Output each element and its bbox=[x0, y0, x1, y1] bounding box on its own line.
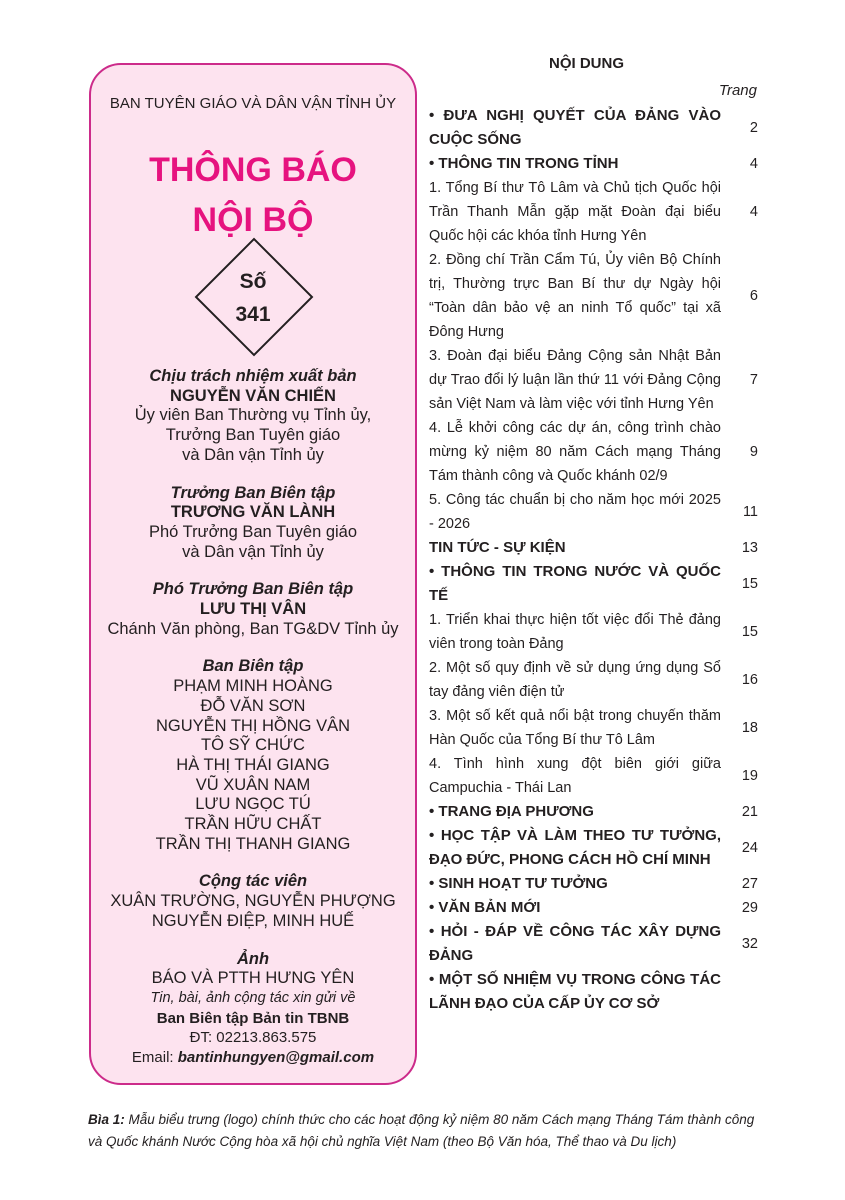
toc-entry bbox=[429, 488, 758, 536]
toc-page-number: 19 bbox=[741, 768, 758, 784]
table-of-contents bbox=[429, 104, 758, 1016]
cover-caption bbox=[88, 1109, 760, 1153]
email-address: bantinhungyen@gmail.com bbox=[177, 1049, 375, 1067]
toc-page-number: 29 bbox=[741, 900, 758, 916]
toc-entry bbox=[429, 560, 758, 608]
editor-in-chief-role: Trưởng Ban Biên tập bbox=[170, 483, 336, 502]
toc-page-number: 4 bbox=[749, 156, 758, 172]
deputy-editor-role: Phó Trưởng Ban Biên tập bbox=[152, 580, 354, 599]
editor-in-chief-name: TRƯƠNG VĂN LÀNH bbox=[170, 503, 336, 522]
toc-article-title: 3. Một số kết quả nổi bật trong chuyến thăm Hàn Quốc của Tổng Bí thư Tô Lâm bbox=[429, 708, 721, 748]
photo-role: Ảnh bbox=[236, 949, 270, 968]
contributors-role: Cộng tác viên bbox=[198, 872, 308, 891]
toc-heading: NỘI DUNG bbox=[549, 55, 624, 72]
toc-article-title: 4. Tình hình xung đột biên giới giữa Campuchia - Thái Lan bbox=[429, 756, 721, 796]
issue-label: Số bbox=[239, 270, 267, 293]
caption-label: Bìa 1: bbox=[88, 1112, 125, 1127]
deputy-editor-title: Chánh Văn phòng, Ban TG&DV Tỉnh ủy bbox=[107, 619, 399, 638]
toc-entry bbox=[429, 176, 758, 248]
toc-article-title: 4. Lễ khởi công các dự án, công trình chào mừng kỷ niệm 80 năm Cách mạng Tháng Tám thành công và Quốc khánh 02/9 bbox=[429, 420, 721, 484]
board-member: PHẠM MINH HOÀNG bbox=[173, 677, 333, 696]
toc-entry bbox=[429, 920, 758, 968]
toc-page-number: 11 bbox=[742, 504, 758, 520]
toc-entry bbox=[429, 104, 758, 152]
deputy-editor-name: LƯU THỊ VÂN bbox=[199, 600, 307, 619]
caption-text: Mẫu biểu trưng (logo) chính thức cho các hoạt động kỷ niệm 80 năm Cách mạng Tháng Tám thành công và Quốc khánh Nước Cộng hòa xã hội chủ nghĩa Việt Nam (theo Bộ Văn hóa, Thể thao và Du lịch) bbox=[88, 1112, 755, 1149]
toc-section-title: TIN TỨC - SỰ KIỆN bbox=[429, 539, 566, 556]
credits-block bbox=[91, 367, 415, 1068]
board-member: TRẦN HỮU CHẤT bbox=[184, 815, 322, 834]
editor-in-chief-title-1: Phó Trưởng Ban Tuyên giáo bbox=[148, 522, 358, 541]
toc-entry bbox=[429, 608, 758, 656]
editor-in-chief-title-2: và Dân vận Tỉnh ủy bbox=[182, 542, 324, 561]
toc-page-number: 27 bbox=[741, 876, 758, 892]
toc-page-number: 7 bbox=[749, 372, 758, 388]
toc-page-number: 32 bbox=[741, 936, 758, 952]
board-member: ĐỖ VĂN SƠN bbox=[200, 696, 306, 715]
toc-section-title: • HỌC TẬP VÀ LÀM THEO TƯ TƯỞNG, ĐẠO ĐỨC, PHONG CÁCH HỒ CHÍ MINH bbox=[429, 827, 721, 868]
toc-entry bbox=[429, 344, 758, 416]
toc-section-title: • THÔNG TIN TRONG TỈNH bbox=[429, 155, 619, 172]
contributors-line-1: XUÂN TRƯỜNG, NGUYỄN PHƯỢNG bbox=[110, 892, 396, 911]
submission-note: Tin, bài, ảnh cộng tác xin gửi về bbox=[150, 989, 356, 1006]
toc-section-title: • THÔNG TIN TRONG NƯỚC VÀ QUỐC TẾ bbox=[429, 563, 721, 604]
toc-entry bbox=[429, 872, 758, 896]
publisher-role: Chịu trách nhiệm xuất bản bbox=[149, 367, 357, 385]
publisher-name: NGUYỄN VĂN CHIẾN bbox=[170, 386, 336, 405]
publisher-title-1: Ủy viên Ban Thường vụ Tỉnh ủy, bbox=[134, 406, 372, 425]
editorial-board-role: Ban Biên tập bbox=[202, 657, 304, 676]
email-label: Email: bbox=[131, 1049, 178, 1067]
toc-entry bbox=[429, 416, 758, 488]
masthead-panel bbox=[89, 63, 417, 1085]
toc-entry bbox=[429, 248, 758, 344]
toc-page-number: 18 bbox=[741, 720, 758, 736]
toc-section-title: • ĐƯA NGHỊ QUYẾT CỦA ĐẢNG VÀO CUỘC SỐNG bbox=[429, 107, 721, 148]
toc-entry bbox=[429, 536, 758, 560]
board-member: TRẦN THỊ THANH GIANG bbox=[155, 834, 351, 853]
toc-page-number: 9 bbox=[749, 444, 758, 460]
toc-entry bbox=[429, 752, 758, 800]
photo-source: BÁO VÀ PTTH HƯNG YÊN bbox=[151, 969, 355, 988]
toc-section-title: • SINH HOẠT TƯ TƯỞNG bbox=[429, 875, 608, 892]
toc-page-number: 24 bbox=[741, 840, 758, 856]
toc-page-number: 13 bbox=[741, 540, 758, 556]
toc-entry bbox=[429, 656, 758, 704]
toc-article-title: 3. Đoàn đại biểu Đảng Cộng sản Nhật Bản dự Trao đổi lý luận lần thứ 11 với Đảng Cộng sản Việt Nam và làm việc với tỉnh Hưng Yên bbox=[429, 348, 721, 412]
toc-page-number: 16 bbox=[741, 672, 758, 688]
toc-entry bbox=[429, 824, 758, 872]
toc-entry bbox=[429, 800, 758, 824]
toc-article-title: 2. Đồng chí Trần Cẩm Tú, Ủy viên Bộ Chính trị, Thường trực Ban Bí thư dự Ngày hội “Toàn dân bảo vệ an ninh Tổ quốc” tại xã Đông Hưng bbox=[429, 252, 721, 340]
toc-page-number: 2 bbox=[749, 120, 758, 136]
toc-page-number: 6 bbox=[749, 288, 758, 304]
toc-section-title: • VĂN BẢN MỚI bbox=[429, 899, 541, 916]
contributors-line-2: NGUYỄN ĐIỆP, MINH HUẾ bbox=[151, 911, 355, 930]
publication-title-line2: NỘI BỘ bbox=[192, 201, 314, 239]
toc-section-title: • TRANG ĐỊA PHƯƠNG bbox=[429, 803, 594, 820]
toc-page-number: 15 bbox=[741, 624, 758, 640]
email-line bbox=[91, 1048, 415, 1068]
toc-article-title: 2. Một số quy định về sử dụng ứng dụng Sổ tay đảng viên điện tử bbox=[429, 660, 721, 700]
publisher-title-3: và Dân vận Tỉnh ủy bbox=[182, 445, 324, 464]
toc-entry bbox=[429, 968, 758, 1016]
publisher-title-2: Trưởng Ban Tuyên giáo bbox=[165, 426, 341, 445]
toc-page-label: Trang bbox=[718, 82, 757, 99]
submission-recipient: Ban Biên tập Bản tin TBNB bbox=[156, 1009, 350, 1027]
toc-entry bbox=[429, 704, 758, 752]
board-member: TÔ SỸ CHỨC bbox=[201, 736, 305, 755]
board-member: HÀ THỊ THÁI GIANG bbox=[176, 755, 330, 774]
publication-title-line1: THÔNG BÁO bbox=[149, 151, 357, 189]
toc-page-number: 4 bbox=[749, 204, 758, 220]
organization-name: BAN TUYÊN GIÁO VÀ DÂN VẬN TỈNH ỦY bbox=[109, 95, 397, 112]
board-member: VŨ XUÂN NAM bbox=[195, 775, 311, 794]
board-member: NGUYỄN THỊ HỒNG VÂN bbox=[155, 716, 351, 735]
toc-section-title: • HỎI - ĐÁP VỀ CÔNG TÁC XÂY DỰNG ĐẢNG bbox=[429, 923, 721, 964]
toc-entry bbox=[429, 152, 758, 176]
toc-section-title: • MỘT SỐ NHIỆM VỤ TRONG CÔNG TÁC LÃNH ĐẠO CỦA CẤP ỦY CƠ SỞ bbox=[429, 971, 721, 1012]
toc-article-title: 1. Tổng Bí thư Tô Lâm và Chủ tịch Quốc hội Trần Thanh Mẫn gặp mặt Đoàn đại biểu Quốc hội các khóa tỉnh Hưng Yên bbox=[429, 180, 721, 244]
issue-number: 341 bbox=[235, 303, 271, 326]
phone-number: ĐT: 02213.863.575 bbox=[189, 1029, 317, 1047]
board-member: LƯU NGỌC TÚ bbox=[195, 795, 311, 814]
toc-page-number: 15 bbox=[741, 576, 758, 592]
toc-page-number: 21 bbox=[741, 804, 758, 820]
toc-entry bbox=[429, 896, 758, 920]
issue-diamond-frame bbox=[195, 238, 314, 357]
toc-article-title: 1. Triển khai thực hiện tốt việc đổi Thẻ đảng viên trong toàn Đảng bbox=[429, 612, 721, 652]
toc-article-title: 5. Công tác chuẩn bị cho năm học mới 2025 - 2026 bbox=[429, 492, 721, 532]
